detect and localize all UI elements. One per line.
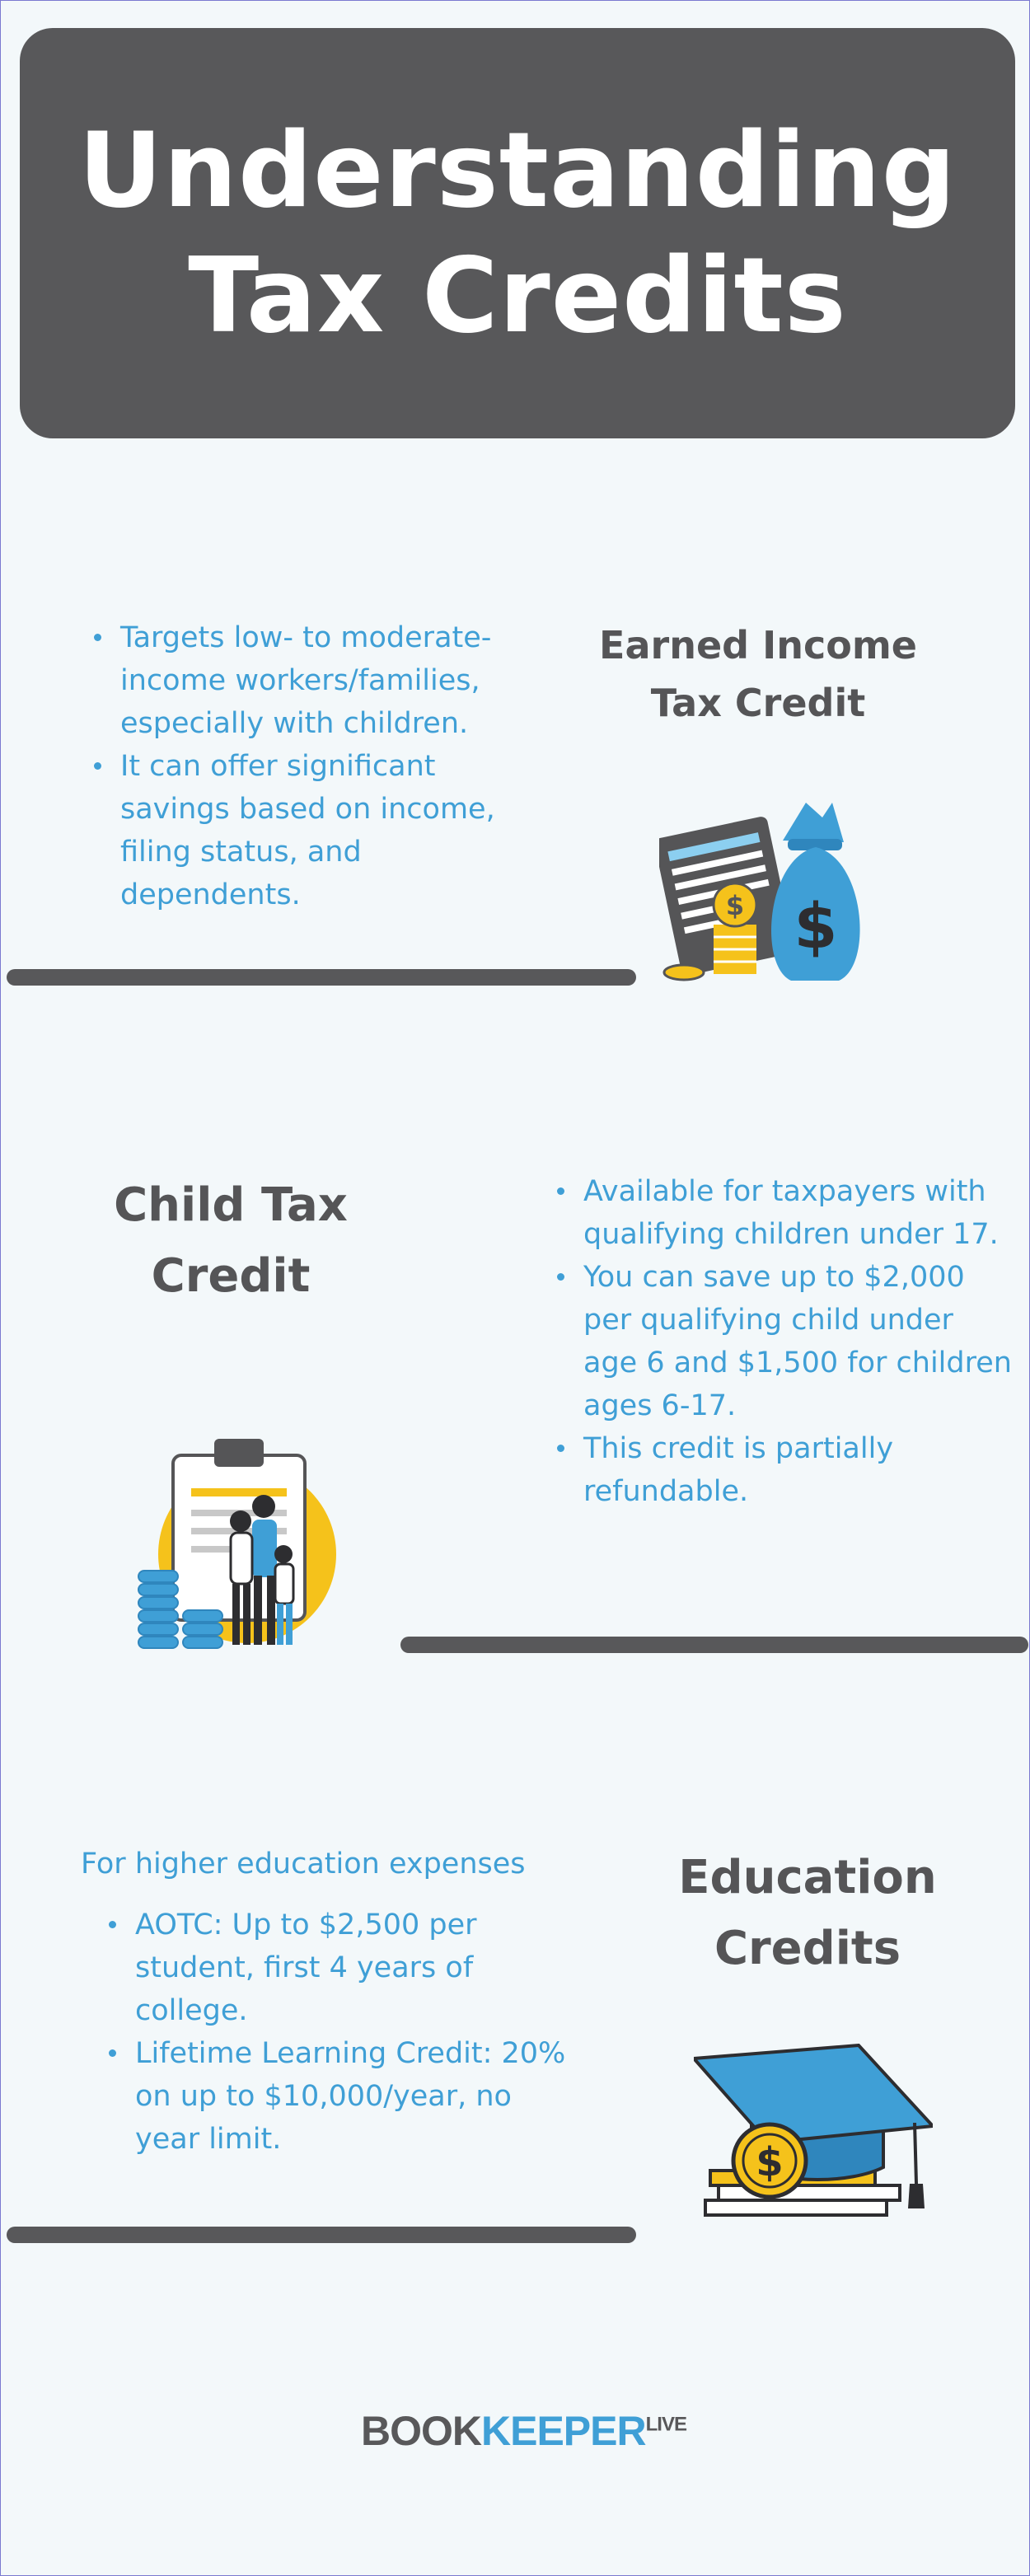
education-bullet-list — [102, 1904, 580, 2161]
eitc-bullet-1: Targets low- to moderate-income workers/families, especially with children. — [87, 616, 549, 745]
education-divider — [7, 2227, 636, 2243]
education-bullet-1: AOTC: Up to $2,500 per student, first 4 years of college. — [102, 1904, 580, 2032]
money-bag-tax-form-icon — [659, 801, 865, 992]
bookkeeper-live-logo — [353, 2398, 686, 2464]
family-clipboard-coins-icon — [132, 1431, 354, 1653]
eitc-bullet-list — [87, 616, 549, 916]
ctc-bullet-1: Available for taxpayers with qualifying children under 17. — [550, 1170, 1012, 1256]
ctc-bullet-3: This credit is partially refundable. — [550, 1427, 1012, 1513]
logo-wordmark — [361, 2407, 686, 2455]
eitc-bullet-2: It can offer significant savings based on income, filing status, and dependents. — [87, 745, 549, 916]
svg-text:$: $ — [794, 889, 838, 962]
logo-keeper: KEEPER — [481, 2408, 646, 2454]
graduation-cap-coins-icon — [694, 2044, 933, 2233]
title-banner — [20, 28, 1015, 438]
education-bullet-2: Lifetime Learning Credit: 20% on up to $10,000/year, no year limit. — [102, 2032, 580, 2161]
logo-book: BOOK — [361, 2408, 481, 2454]
eitc-heading: Earned Income Tax Credit — [599, 623, 917, 725]
education-heading: Education Credits — [678, 1851, 937, 1975]
ctc-bullet-list — [550, 1170, 1012, 1513]
svg-text:$: $ — [725, 890, 745, 921]
page-title-text: Understanding Tax Credits — [77, 110, 957, 356]
logo-live: LIVE — [645, 2413, 686, 2436]
eitc-divider — [7, 969, 636, 986]
ctc-divider — [400, 1637, 1028, 1653]
ctc-heading: Child Tax Credit — [114, 1178, 348, 1303]
svg-text:$: $ — [756, 2139, 784, 2185]
ctc-bullet-2: You can save up to $2,000 per qualifying child under age 6 and $1,500 for children ages 6-17. — [550, 1256, 1012, 1427]
education-intro: For higher education expenses — [81, 1848, 526, 1880]
page-title — [20, 108, 1015, 358]
